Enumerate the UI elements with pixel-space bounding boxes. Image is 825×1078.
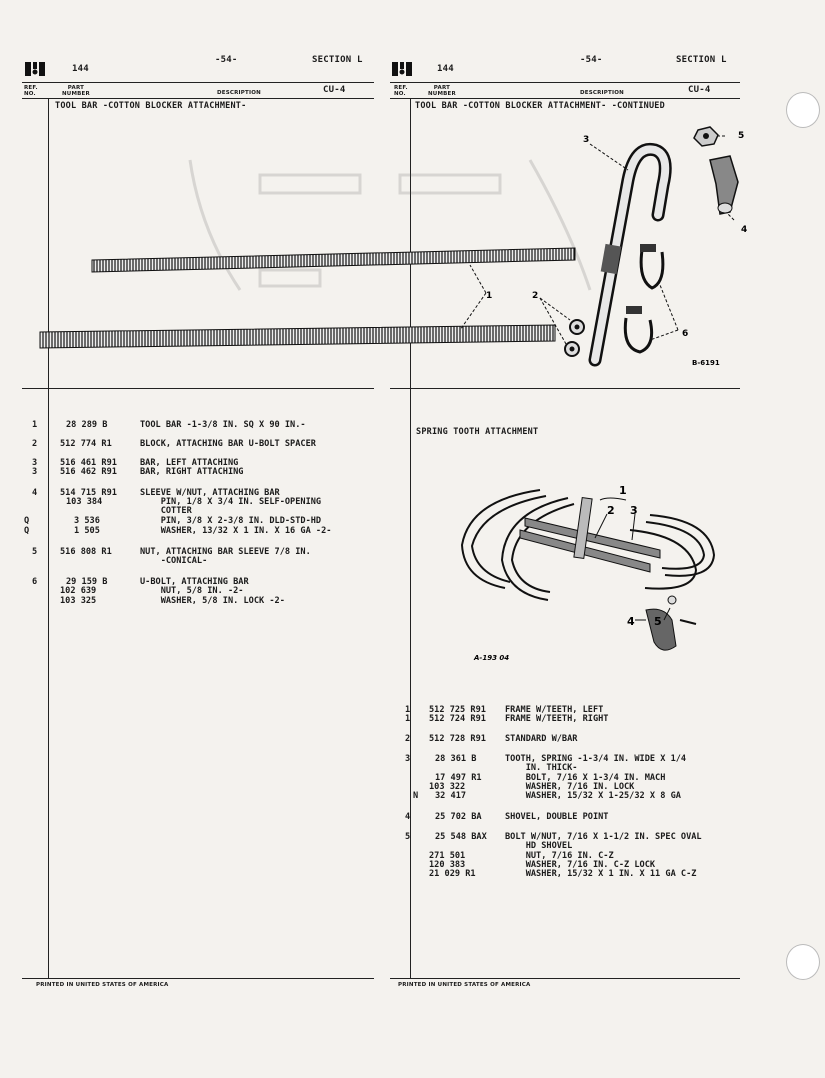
callout-5: 5 bbox=[738, 131, 745, 141]
right-section-label: SECTION L bbox=[676, 55, 727, 65]
binder-hole-bottom bbox=[786, 944, 820, 980]
u-bolt-lower bbox=[625, 318, 651, 352]
right-book-number: 144 bbox=[437, 64, 454, 74]
u-bolt-upper bbox=[641, 250, 663, 288]
left-col-ref: REF. NO. bbox=[24, 85, 38, 97]
frame-bars bbox=[520, 518, 660, 572]
callout-5: 5 bbox=[654, 615, 662, 628]
right-code: CU-4 bbox=[688, 85, 711, 95]
callout-6: 6 bbox=[682, 329, 689, 339]
ih-logo-icon bbox=[392, 62, 412, 76]
callout-3: 3 bbox=[583, 135, 590, 145]
spring-tooth-heading: SPRING TOOTH ATTACHMENT bbox=[416, 427, 539, 437]
right-page-number: -54- bbox=[580, 55, 603, 65]
left-footer: PRINTED IN UNITED STATES OF AMERICA bbox=[36, 982, 169, 988]
right-title: TOOL BAR -COTTON BLOCKER ATTACHMENT- -CONTINUED bbox=[415, 101, 665, 111]
left-page-number: -54- bbox=[215, 55, 238, 65]
right-parts-list: 1 512 725 R91 FRAME W/TEETH, LEFT 1 512 724 R91 FRAME W/TEETH, RIGHT 2 512 728 R91 STANDARD W/BAR 3 28 361 B TOOTH, SPRING -1-3/4 IN. WIDE X 1/4 IN. THICK- 17 497 R1 BOLT, 7/16 X 1-3/4 IN. MACH 103 322 WASHER, 7/16 IN. LOCK N 32 417 WASHER, 15/32 X 1-25/32 X 8 GA 4 25 702 BA SHOVEL, DOUBLE POINT 5 25 548 BAX BOLT W/NUT, 7/16 X 1-1/2 IN. SPEC OVAL HD SHOVEL 271 501 NUT, 7/16 IN. C-Z 120 383 WASHER, 7/16 IN. C-Z LOCK 21 029 R1 WASHER, 15/32 X 1 IN. X 11 GA C-Z bbox=[405, 705, 702, 879]
callout-4: 4 bbox=[741, 225, 748, 235]
tool-bar-lower bbox=[40, 325, 555, 348]
spring-tooth-middle bbox=[502, 498, 568, 600]
right-col-desc: DESCRIPTION bbox=[580, 90, 624, 96]
callout-3: 3 bbox=[630, 504, 638, 517]
bolt-washer bbox=[668, 596, 676, 604]
left-code: CU-4 bbox=[323, 85, 346, 95]
ih-logo-icon bbox=[25, 62, 45, 76]
left-col-part: PART NUMBER bbox=[62, 85, 90, 97]
right-col-part: PART NUMBER bbox=[428, 85, 456, 97]
binder-hole-top bbox=[786, 92, 820, 128]
callout-2: 2 bbox=[532, 291, 539, 301]
figure-code: B-6191 bbox=[692, 359, 720, 367]
callout-4: 4 bbox=[627, 615, 635, 628]
tool-bar-illustration bbox=[30, 120, 770, 380]
tool-bar-upper bbox=[92, 248, 575, 272]
left-book-number: 144 bbox=[72, 64, 89, 74]
figure-code: A-193 04 bbox=[474, 654, 510, 662]
callout-1: 1 bbox=[486, 291, 493, 301]
right-col-ref: REF. NO. bbox=[394, 85, 408, 97]
spring-tooth-illustration bbox=[450, 470, 750, 670]
callout-2: 2 bbox=[607, 504, 615, 517]
left-col-desc: DESCRIPTION bbox=[217, 90, 261, 96]
callout-1: 1 bbox=[619, 484, 627, 497]
left-section-label: SECTION L bbox=[312, 55, 363, 65]
left-title: TOOL BAR -COTTON BLOCKER ATTACHMENT- bbox=[55, 101, 247, 111]
left-parts-list: 1 28 289 B TOOL BAR -1-3/8 IN. SQ X 90 IN.- 2 512 774 R1 BLOCK, ATTACHING BAR U-BOLT SPACER 3 516 461 R91 BAR, LEFT ATTACHING 3 516 462 R91 BAR, RIGHT ATTACHING 4 514 715 R91 SLEEVE W/NUT, ATTACHING BAR 103 384 PIN, 1/8 X 3/4 IN. SELF-OPENING COTTER Q 3 536 PIN, 3/8 X 2-3/8 IN. DLD-STD-HD Q 1 505 WASHER, 13/32 X 1 IN. X 16 GA -2- 5 516 808 R1 NUT, ATTACHING BAR SLEEVE 7/8 IN. -CONICAL- 6 29 159 B U-BOLT, ATTACHING BAR 102 639 NUT, 5/8 IN. -2- 103 325 WASHER, 5/8 IN. LOCK -2- bbox=[24, 420, 332, 606]
right-footer: PRINTED IN UNITED STATES OF AMERICA bbox=[398, 982, 531, 988]
